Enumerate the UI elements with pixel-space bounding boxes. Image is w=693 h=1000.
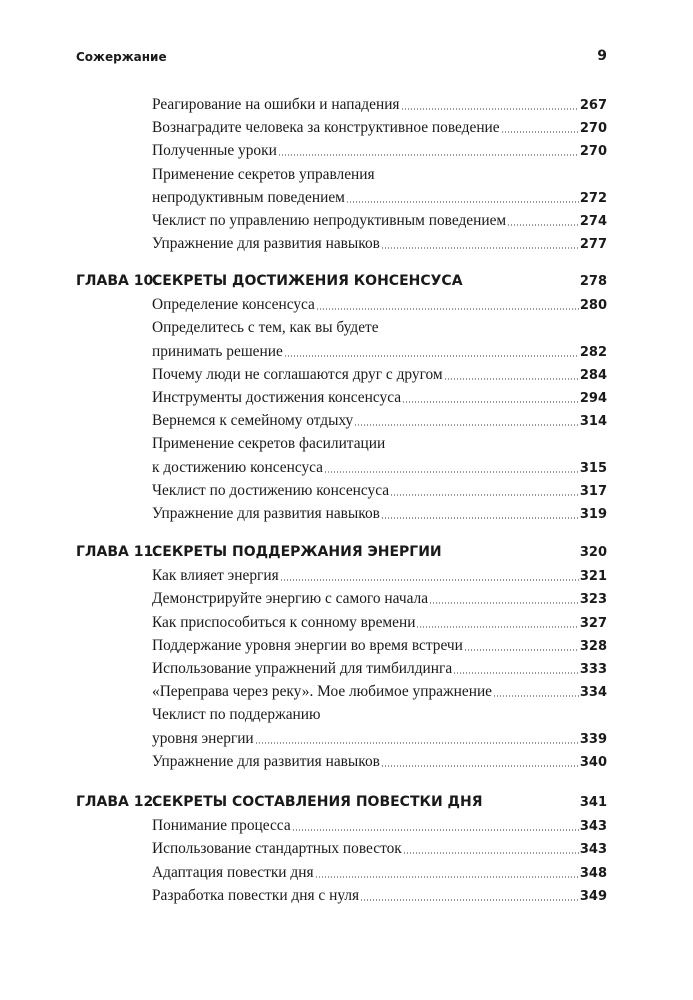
toc-entry-title: Чеклист по достижению консенсуса — [152, 481, 390, 499]
toc-entry-page-number: 323 — [579, 592, 607, 608]
toc-entry-page-number: 340 — [579, 754, 607, 770]
dot-leader — [501, 123, 579, 133]
chapter-label: ГЛАВА 11. — [76, 544, 159, 560]
toc-entry-title: Поддержание уровня энергии во время встречи — [152, 636, 463, 654]
toc-entry-title: Разработка повестки дня с нуля — [152, 886, 360, 904]
dot-leader — [429, 594, 579, 604]
toc-entry-page-number: 272 — [579, 190, 607, 206]
toc-entry-page-number: 314 — [579, 414, 607, 430]
dot-leader — [453, 664, 579, 674]
toc-entry[interactable] — [76, 750, 607, 773]
toc-entry-page-number: 294 — [579, 391, 607, 406]
toc-entry[interactable] — [76, 611, 607, 634]
dot-leader — [346, 193, 579, 203]
toc-entry-title: Вознаградите человека за конструктивное поведение — [152, 119, 500, 137]
toc-entry-page-number: 319 — [579, 507, 607, 522]
toc-entry-continued[interactable] — [76, 316, 607, 339]
toc-entry-page-number: 267 — [579, 98, 607, 113]
dot-leader — [316, 300, 579, 310]
toc-entry[interactable] — [76, 657, 607, 680]
toc-entry[interactable] — [76, 409, 607, 432]
toc-entry-title: Чеклист по управлению непродуктивным поведением — [152, 212, 507, 229]
toc-entry-page-number: 349 — [579, 888, 607, 904]
toc-entry-page-number: 327 — [579, 615, 607, 631]
toc-entry-title: Упражнение для развития навыков — [152, 752, 380, 770]
toc-entry-page-number: 317 — [579, 483, 607, 499]
toc-entry[interactable] — [76, 93, 607, 116]
dot-leader — [493, 687, 579, 697]
dot-leader — [402, 393, 579, 403]
toc-entry-page-number: 282 — [579, 344, 607, 360]
dot-leader — [324, 463, 579, 473]
toc-entry-title: «Переправа через реку». Мое любимое упражнение — [152, 683, 493, 701]
toc-entry[interactable] — [76, 814, 607, 837]
toc-entry-title: Использование упражнений для тимбилдинга — [152, 660, 453, 677]
toc-entry-title: к достижению консенсуса — [152, 458, 323, 476]
dot-leader — [360, 891, 579, 901]
dot-leader — [390, 486, 579, 496]
chapter-heading[interactable] — [76, 270, 607, 293]
toc-entry-page-number: 339 — [579, 731, 607, 747]
toc-entry[interactable] — [76, 727, 607, 750]
dot-leader — [401, 100, 579, 110]
toc-entry-page-number: 343 — [579, 842, 607, 858]
running-head — [76, 48, 607, 68]
toc-entry-page-number: 270 — [579, 121, 607, 137]
toc-entry-title: Как приспособиться к сонному времени — [152, 613, 416, 631]
toc-entry-title: принимать решение — [152, 342, 283, 360]
toc-entry-continued[interactable] — [76, 163, 607, 186]
toc-entry-continued[interactable] — [76, 432, 607, 455]
toc-entry-title: Адаптация повестки дня — [152, 863, 314, 881]
dot-leader — [381, 509, 579, 519]
toc-entry-page-number: 348 — [579, 865, 607, 881]
toc-entry-title: Демонстрируйте энергию с самого начала — [152, 590, 429, 608]
toc-entry-page-number: 343 — [579, 819, 607, 835]
chapter-page-number: 278 — [579, 274, 607, 289]
toc-entry[interactable] — [76, 386, 607, 409]
running-head-title: Сожержание — [76, 50, 167, 64]
toc-entry[interactable] — [76, 116, 607, 139]
toc-entry-title: Полученные уроки — [152, 142, 277, 160]
dot-leader — [284, 347, 579, 357]
toc-entry-title: Определитесь с тем, как вы будете — [152, 319, 379, 337]
dot-leader — [403, 844, 579, 854]
toc-entry-title: уровня энергии — [152, 729, 254, 747]
toc-entry-page-number: 333 — [579, 662, 607, 677]
dot-leader — [381, 757, 579, 767]
toc-entry[interactable] — [76, 680, 607, 703]
toc-entry-page-number: 315 — [579, 460, 607, 476]
toc-entry-title: Применение секретов управления — [152, 165, 375, 183]
chapter-title: СЕКРЕТЫ СОСТАВЛЕНИЯ ПОВЕСТКИ ДНЯ — [152, 794, 483, 810]
toc-entry-page-number: 274 — [579, 214, 607, 229]
toc-entry[interactable] — [76, 837, 607, 860]
toc-entry[interactable] — [76, 456, 607, 479]
toc-entry-title: Чеклист по поддержанию — [152, 706, 321, 724]
chapter-label: ГЛАВА 12. — [76, 794, 159, 810]
toc-entry[interactable] — [76, 564, 607, 587]
toc-entry[interactable] — [76, 139, 607, 162]
toc-entry[interactable] — [76, 587, 607, 610]
toc-entry-continued[interactable] — [76, 703, 607, 726]
toc-entry-page-number: 284 — [579, 367, 607, 383]
toc-entry-title: Понимание процесса — [152, 817, 291, 835]
toc-entry-page-number: 277 — [579, 237, 607, 253]
toc-entry-page-number: 321 — [579, 569, 607, 585]
toc-entry-title: Применение секретов фасилитации — [152, 435, 386, 453]
dot-leader — [292, 821, 579, 831]
toc-entry[interactable] — [76, 232, 607, 255]
toc-entry-title: Почему люди не соглашаются друг с другом — [152, 365, 443, 383]
toc-entry[interactable] — [76, 884, 607, 907]
chapter-heading[interactable] — [76, 541, 607, 564]
dot-leader — [444, 370, 579, 380]
toc-entry[interactable] — [76, 186, 607, 209]
toc-entry[interactable] — [76, 861, 607, 884]
toc-entry[interactable] — [76, 479, 607, 502]
dot-leader — [315, 868, 579, 878]
toc-entry-title: Как влияет энергия — [152, 567, 279, 585]
toc-entry-title: Использование стандартных повесток — [152, 840, 402, 858]
toc-entry[interactable] — [76, 340, 607, 363]
toc-entry[interactable] — [76, 293, 607, 316]
toc-entry-title: Определение консенсуса — [152, 296, 315, 314]
dot-leader — [354, 416, 579, 426]
toc-entry-title: Реагирование на ошибки и нападения — [152, 96, 400, 113]
chapter-label: ГЛАВА 10. — [76, 273, 159, 289]
dot-leader — [255, 734, 579, 744]
toc-entry-title: Упражнение для развития навыков — [152, 235, 380, 253]
chapter-heading[interactable] — [76, 791, 607, 814]
dot-leader — [280, 571, 579, 581]
toc-entry-page-number: 280 — [579, 298, 607, 314]
chapter-page-number: 320 — [579, 545, 607, 560]
toc-entry-title: Инструменты достижения консенсуса — [152, 389, 402, 406]
toc-entry-page-number: 328 — [579, 638, 607, 654]
toc-entry-page-number: 270 — [579, 144, 607, 160]
chapter-title: СЕКРЕТЫ ПОДДЕРЖАНИЯ ЭНЕРГИИ — [152, 544, 442, 560]
toc-entry[interactable] — [76, 634, 607, 657]
toc-entry[interactable] — [76, 363, 607, 386]
toc-entry-title: Упражнение для развития навыков — [152, 505, 380, 522]
dot-leader — [278, 146, 579, 156]
dot-leader — [416, 618, 578, 628]
page-number: 9 — [597, 48, 607, 64]
dot-leader — [507, 216, 579, 226]
toc-entry-page-number: 334 — [579, 685, 607, 701]
toc-entry[interactable] — [76, 502, 607, 525]
dot-leader — [464, 641, 579, 651]
toc-entry-title: Вернемся к семейному отдыху — [152, 412, 354, 430]
dot-leader — [381, 239, 579, 249]
toc-entry[interactable] — [76, 209, 607, 232]
chapter-page-number: 341 — [579, 795, 607, 810]
toc-entry-title: непродуктивным поведением — [152, 188, 345, 206]
chapter-title: СЕКРЕТЫ ДОСТИЖЕНИЯ КОНСЕНСУСА — [152, 273, 463, 289]
